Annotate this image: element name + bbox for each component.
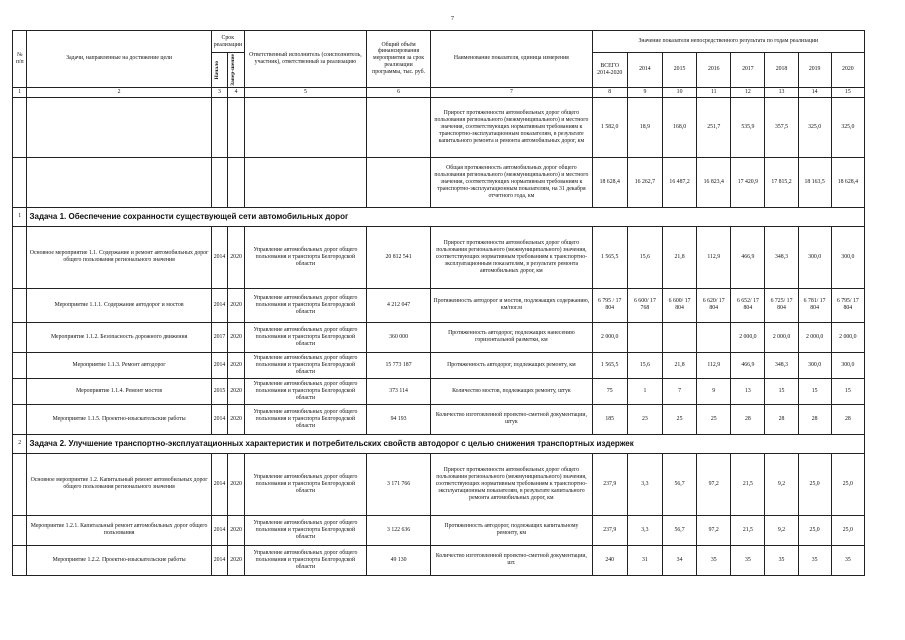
row-number [13, 288, 27, 322]
column-number: 2 [27, 87, 211, 97]
column-number: 8 [592, 87, 627, 97]
section-title: Задача 2. Улучшение транспортно-эксплуатационных характеристик и потребительских свойств автодорог с целью снижения транспортных издержек [27, 434, 865, 453]
year-value: 25,0 [798, 453, 831, 515]
year-value: 6 620/ 17 804 [697, 288, 731, 322]
header-year: 2020 [831, 53, 864, 88]
year-value: 35 [831, 545, 864, 575]
year-value: 16 262,7 [627, 157, 662, 207]
year-value: 2 000,0 [765, 322, 798, 352]
year-value: 25 [697, 404, 731, 434]
column-number: 6 [366, 87, 430, 97]
start-year: 2014 [211, 545, 228, 575]
empty-cell [228, 157, 245, 207]
year-value: 2 000,0 [798, 322, 831, 352]
table-row [13, 352, 865, 378]
section-row [13, 207, 865, 226]
funding-cell: 4 212 047 [366, 288, 430, 322]
program-table [12, 30, 865, 576]
year-value: 3,3 [627, 515, 662, 545]
year-value: 2 000,0 [731, 322, 765, 352]
total-value: 75 [592, 378, 627, 404]
header-term: Срок реализации [211, 31, 244, 53]
year-value: 31 [627, 545, 662, 575]
responsible-cell: Управление автомобильных дорог общего пользования и транспорта Белгородской области [244, 404, 366, 434]
header-end: Завер-шение [230, 54, 237, 86]
funding-cell: 20 812 541 [366, 226, 430, 288]
responsible-cell: Управление автомобильных дорог общего пользования и транспорта Белгородской области [244, 226, 366, 288]
indicator-cell: Количество изготовленной проектно-сметной документации, шт. [431, 545, 592, 575]
year-value: 6 652/ 17 804 [731, 288, 765, 322]
empty-cell [13, 97, 27, 157]
funding-cell: 15 773 187 [366, 352, 430, 378]
column-number: 11 [697, 87, 731, 97]
year-value: 251,7 [697, 97, 731, 157]
total-value: 6 795 / 17 804 [592, 288, 627, 322]
column-number: 14 [798, 87, 831, 97]
year-value: 6 600/ 17 804 [663, 288, 697, 322]
task-cell: Мероприятие 1.1.1. Содержание автодорог и мостов [27, 288, 211, 322]
header-year: 2018 [765, 53, 798, 88]
task-cell: Мероприятие 1.1.4. Ремонт мостов [27, 378, 211, 404]
empty-cell [13, 157, 27, 207]
start-year: 2014 [211, 226, 228, 288]
start-year: 2014 [211, 288, 228, 322]
total-value: 237,9 [592, 515, 627, 545]
header-funding: Общий объём финансирования мероприятия за срок реализации программы, тыс. руб. [366, 31, 430, 88]
year-value: 16 487,2 [663, 157, 697, 207]
year-value: 17 815,2 [765, 157, 798, 207]
year-value: 300,0 [798, 226, 831, 288]
end-year: 2020 [228, 453, 245, 515]
year-value: 9,2 [765, 515, 798, 545]
year-value: 15,6 [627, 226, 662, 288]
end-year: 2020 [228, 288, 245, 322]
column-number: 13 [765, 87, 798, 97]
total-value: 1 565,5 [592, 352, 627, 378]
column-number: 4 [228, 87, 245, 97]
year-value: 25,0 [831, 453, 864, 515]
header-values: Значение показателя непосредственного результата по годам реализации [592, 31, 864, 53]
year-value: 112,9 [697, 352, 731, 378]
year-value: 21,8 [663, 352, 697, 378]
year-value: 300,0 [831, 226, 864, 288]
year-value [627, 322, 662, 352]
year-value: 35 [731, 545, 765, 575]
empty-cell [228, 97, 245, 157]
header-task: Задачи, направленные на достижение цели [27, 31, 211, 88]
year-value: 466,9 [731, 226, 765, 288]
indicator-cell: Общая протяженность автомобильных дорог общего пользования регионального (межмуниципального) и местного значения, соответствующих нормативным требованиям к транспортно-эксплуатационным показателям, на 31 декабря отчетного года, км [431, 157, 592, 207]
end-year: 2020 [228, 226, 245, 288]
year-value: 18,9 [627, 97, 662, 157]
header-responsible: Ответственный исполнитель (соисполнитель, участник), ответственный за реализацию [244, 31, 366, 88]
total-value: 1 565,5 [592, 226, 627, 288]
row-number [13, 453, 27, 515]
column-number: 12 [731, 87, 765, 97]
total-value: 2 000,0 [592, 322, 627, 352]
task-cell: Мероприятие 1.2.1. Капитальный ремонт автомобильных дорог общего пользования [27, 515, 211, 545]
section-number: 1 [13, 207, 27, 226]
end-year: 2020 [228, 515, 245, 545]
end-year: 2020 [228, 378, 245, 404]
funding-cell: 3 171 766 [366, 453, 430, 515]
year-value: 28 [731, 404, 765, 434]
year-value: 17 420,9 [731, 157, 765, 207]
year-value: 28 [798, 404, 831, 434]
responsible-cell: Управление автомобильных дорог общего пользования и транспорта Белгородской области [244, 322, 366, 352]
year-value: 168,0 [663, 97, 697, 157]
indicator-cell: Количество мостов, подлежащих ремонту, штук [431, 378, 592, 404]
year-value: 6 725/ 17 804 [765, 288, 798, 322]
table-row [13, 288, 865, 322]
year-value: 23 [627, 404, 662, 434]
empty-cell [244, 97, 366, 157]
responsible-cell: Управление автомобильных дорог общего пользования и транспорта Белгородской области [244, 515, 366, 545]
responsible-cell: Управление автомобильных дорог общего пользования и транспорта Белгородской области [244, 545, 366, 575]
table-row [13, 322, 865, 352]
year-value: 25 [663, 404, 697, 434]
year-value: 21,8 [663, 226, 697, 288]
year-value: 7 [663, 378, 697, 404]
table-row [13, 226, 865, 288]
column-number: 7 [431, 87, 592, 97]
year-value: 348,3 [765, 352, 798, 378]
section-row [13, 434, 865, 453]
end-year: 2020 [228, 352, 245, 378]
task-cell: Мероприятие 1.1.3. Ремонт автодорог [27, 352, 211, 378]
header-year: 2019 [798, 53, 831, 88]
empty-cell [211, 157, 228, 207]
header-year: 2015 [663, 53, 697, 88]
section-number: 2 [13, 434, 27, 453]
start-year: 2015 [211, 378, 228, 404]
indicator-cell: Протяженность автодорог, подлежащих нанесению горизонтальной разметки, км [431, 322, 592, 352]
year-value: 6 600/ 17 768 [627, 288, 662, 322]
header-year: 2016 [697, 53, 731, 88]
responsible-cell: Управление автомобильных дорог общего пользования и транспорта Белгородской области [244, 378, 366, 404]
task-cell: Основное мероприятие 1.1. Содержание и ремонт автомобильных дорог общего пользования регионального значения [27, 226, 211, 288]
funding-cell: 360 000 [366, 322, 430, 352]
responsible-cell: Управление автомобильных дорог общего пользования и транспорта Белгородской области [244, 352, 366, 378]
year-value: 21,5 [731, 453, 765, 515]
page-number: 7 [451, 16, 454, 22]
indicator-cell: Прирост протяженности автомобильных дорог общего пользования регионального (межмуниципального) и местного значения, соответствующих нормативным требованиям к транспортно-эксплуатационным показателям, в результате капитального ремонта и ремонта автомобильных дорог, км [431, 97, 592, 157]
end-year: 2020 [228, 545, 245, 575]
row-number [13, 404, 27, 434]
total-value: 1 582,0 [592, 97, 627, 157]
start-year: 2017 [211, 322, 228, 352]
total-value: 185 [592, 404, 627, 434]
year-value: 35 [697, 545, 731, 575]
header-start: Начало [213, 60, 220, 80]
funding-cell: 94 193 [366, 404, 430, 434]
empty-cell [366, 97, 430, 157]
row-number [13, 515, 27, 545]
column-number: 10 [663, 87, 697, 97]
table-row [13, 515, 865, 545]
row-number [13, 322, 27, 352]
year-value: 112,9 [697, 226, 731, 288]
year-value: 325,0 [831, 97, 864, 157]
header-year: 2014 [627, 53, 662, 88]
row-number [13, 545, 27, 575]
row-number [13, 378, 27, 404]
start-year: 2014 [211, 515, 228, 545]
column-number: 1 [13, 87, 27, 97]
responsible-cell: Управление автомобильных дорог общего пользования и транспорта Белгородской области [244, 288, 366, 322]
year-value: 18 628,4 [831, 157, 864, 207]
column-number: 15 [831, 87, 864, 97]
year-value: 56,7 [663, 453, 697, 515]
year-value: 34 [663, 545, 697, 575]
year-value: 15 [831, 378, 864, 404]
indicator-cell: Протяженность автодорог и мостов, подлежащих содержанию, км/пог.м [431, 288, 592, 322]
year-value: 97,2 [697, 453, 731, 515]
year-value: 15 [765, 378, 798, 404]
year-value: 25,0 [798, 515, 831, 545]
row-number [13, 226, 27, 288]
section-title: Задача 1. Обеспечение сохранности существующей сети автомобильных дорог [27, 207, 865, 226]
year-value: 25,0 [831, 515, 864, 545]
indicator-cell: Протяженность автодорог, подлежащих ремонту, км [431, 352, 592, 378]
year-value: 56,7 [663, 515, 697, 545]
year-value: 535,9 [731, 97, 765, 157]
task-cell: Мероприятие 1.1.2. Безопасность дорожного движения [27, 322, 211, 352]
column-number-row [13, 87, 865, 97]
funding-cell: 3 122 636 [366, 515, 430, 545]
year-value: 35 [798, 545, 831, 575]
empty-cell [27, 157, 211, 207]
end-year: 2020 [228, 322, 245, 352]
year-value: 348,3 [765, 226, 798, 288]
responsible-cell: Управление автомобильных дорог общего пользования и транспорта Белгородской области [244, 453, 366, 515]
table-row [13, 453, 865, 515]
year-value: 300,0 [798, 352, 831, 378]
funding-cell: 49 130 [366, 545, 430, 575]
task-cell: Основное мероприятие 1.2. Капитальный ремонт автомобильных дорог общего пользования регионального значения [27, 453, 211, 515]
task-cell: Мероприятие 1.2.2. Проектно-изыскательские работы [27, 545, 211, 575]
empty-cell [27, 97, 211, 157]
start-year: 2014 [211, 352, 228, 378]
year-value: 15 [798, 378, 831, 404]
start-year: 2014 [211, 404, 228, 434]
table-row [13, 378, 865, 404]
year-value [663, 322, 697, 352]
year-value: 18 163,5 [798, 157, 831, 207]
indicator-cell: Прирост протяженности автомобильных дорог общего пользования регионального (межмуниципального) значения, соответствующих нормативным требованиям к транспортно-эксплуатационным показателям, в результате капитального ремонта автомобильных дорог, км [431, 453, 592, 515]
year-value: 16 823,4 [697, 157, 731, 207]
table-row [13, 545, 865, 575]
year-value: 3,3 [627, 453, 662, 515]
year-value: 357,5 [765, 97, 798, 157]
year-value: 6 781/ 17 804 [798, 288, 831, 322]
row-number [13, 352, 27, 378]
funding-cell: 373 114 [366, 378, 430, 404]
empty-cell [244, 157, 366, 207]
year-value: 325,0 [798, 97, 831, 157]
year-value: 28 [831, 404, 864, 434]
header-num: № п/п [13, 31, 27, 88]
year-value: 15,6 [627, 352, 662, 378]
year-value: 6 795/ 17 804 [831, 288, 864, 322]
table-row [13, 157, 865, 207]
year-value: 97,2 [697, 515, 731, 545]
end-year: 2020 [228, 404, 245, 434]
header-total: ВСЕГО 2014-2020 [592, 53, 627, 88]
table-row [13, 404, 865, 434]
year-value [697, 322, 731, 352]
empty-cell [366, 157, 430, 207]
empty-cell [211, 97, 228, 157]
total-value: 237,9 [592, 453, 627, 515]
header-year: 2017 [731, 53, 765, 88]
year-value: 9,2 [765, 453, 798, 515]
total-value: 18 628,4 [592, 157, 627, 207]
year-value: 2 000,0 [831, 322, 864, 352]
header-indicator: Наименование показателя, единица измерения [431, 31, 592, 88]
year-value: 13 [731, 378, 765, 404]
year-value: 28 [765, 404, 798, 434]
table-row [13, 97, 865, 157]
year-value: 1 [627, 378, 662, 404]
column-number: 9 [627, 87, 662, 97]
indicator-cell: Протяженность автодорог, подлежащих капитальному ремонту, км [431, 515, 592, 545]
column-number: 3 [211, 87, 228, 97]
year-value: 300,0 [831, 352, 864, 378]
indicator-cell: Количество изготовленной проектно-сметной документации, штук [431, 404, 592, 434]
column-number: 5 [244, 87, 366, 97]
year-value: 9 [697, 378, 731, 404]
indicator-cell: Прирост протяженности автомобильных дорог общего пользования регионального (межмуниципального) значения, соответствующих нормативным требованиям к транспортно-эксплуатационным показателям, в результате ремонта автомобильных дорог, км [431, 226, 592, 288]
start-year: 2014 [211, 453, 228, 515]
year-value: 466,9 [731, 352, 765, 378]
year-value: 21,5 [731, 515, 765, 545]
total-value: 240 [592, 545, 627, 575]
task-cell: Мероприятие 1.1.5. Проектно-изыскательские работы [27, 404, 211, 434]
year-value: 35 [765, 545, 798, 575]
